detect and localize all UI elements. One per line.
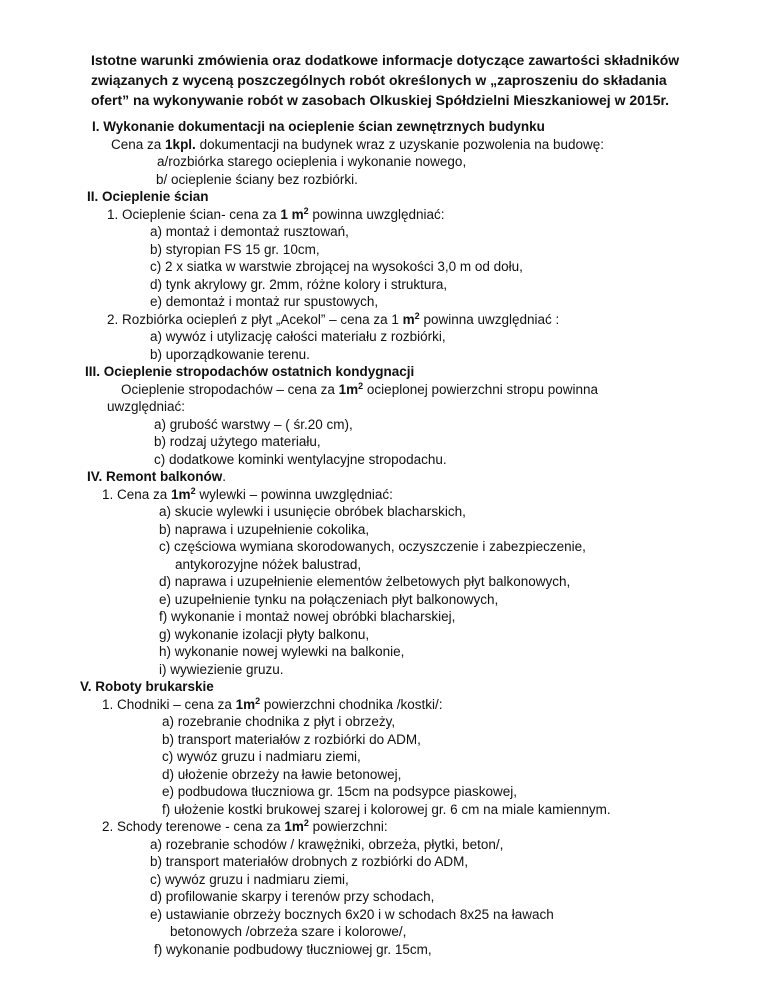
document-title <box>91 50 731 110</box>
section-heading-4: IV. Remont balkonów. <box>87 469 227 484</box>
list-item: f) ułożenie kostki brukowej szarej i kolorowej gr. 6 cm na miale kamiennym. <box>162 801 611 817</box>
title-line: Istotne warunki zmówienia oraz dodatkowe informacje dotyczące zawartości składników <box>91 52 680 68</box>
list-item: c) dodatkowe kominki wentylacyjne stropodachu. <box>154 451 447 467</box>
text-line: 2. Schody terenowe - cena za $1m^2$ powierzchni: <box>102 818 388 834</box>
list-item: d) tynk akrylowy gr. 2mm, różne kolory i struktura, <box>150 276 448 292</box>
list-item: e) podbudowa tłuczniowa gr. 15cm na podsypce piaskowej, <box>162 784 517 799</box>
list-item: b) transport materiałów drobnych z rozbiórki do ADM, <box>150 854 469 869</box>
list-item: c) częściowa wymiana skorodowanych, oczyszczenie i zabezpieczenie, <box>159 539 586 554</box>
list-item-continuation: betonowych /obrzeża szare i kolorowe/, <box>170 924 407 939</box>
list-item: f) wykonanie podbudowy tłuczniowej gr. 15cm, <box>154 941 432 957</box>
list-item: d) profilowanie skarpy i terenów przy schodach, <box>150 889 435 904</box>
list-item: e) ustawianie obrzeży bocznych 6x20 i w schodach 8x25 na ławach <box>150 906 554 922</box>
list-item: g) wykonanie izolacji płyty balkonu, <box>159 626 370 642</box>
document-body <box>0 118 768 958</box>
text-line: uwzględniać: <box>107 399 186 414</box>
list-item: a) grubość warstwy – ( śr.20 cm), <box>154 416 353 432</box>
section-heading-5: V. Roboty brukarskie <box>80 679 214 694</box>
list-item: i) wywiezienie gruzu. <box>159 661 284 677</box>
list-item: f) wykonanie i montaż nowej obróbki blacharskiej, <box>159 609 456 624</box>
list-item: b) transport materiałów z rozbiórki do ADM, <box>162 731 421 747</box>
list-item: b) rodzaj użytego materiału, <box>154 434 321 449</box>
title-line: ofert” na wykonywanie robót w zasobach Olkuskiej Spółdzielni Mieszkaniowej w 2015r. <box>91 92 670 108</box>
list-item: c) wywóz gruzu i nadmiaru ziemi, <box>162 749 361 764</box>
list-item: d) naprawa i uzupełnienie elementów żelbetowych płyt balkonowych, <box>159 574 571 589</box>
list-item: a) wywóz i utylizację całości materiału z rozbiórki, <box>150 329 446 344</box>
text-line: 2. Rozbiórka ociepleń z płyt „Acekol” – cena za 1 $m^2$ powinna uwzględniać : <box>107 310 560 327</box>
text-line: 1. Ocieplenie ścian- cena za 1 $m^2$ powinna uwzględniać: <box>107 205 445 222</box>
list-item: b/ ocieplenie ściany bez rozbiórki. <box>156 171 358 187</box>
list-item: a) skucie wylewki i usunięcie obróbek blacharskich, <box>159 504 466 519</box>
list-item: h) wykonanie nowej wylewki na balkonie, <box>159 644 405 659</box>
section-heading-2: II. Ocieplenie ścian <box>87 189 209 204</box>
list-item: e) uzupełnienie tynku na połączeniach płyt balkonowych, <box>159 591 499 607</box>
list-item: a) montaż i demontaż rusztowań, <box>150 224 349 239</box>
text-line: 1. Chodniki – cena za $1m^2$ powierzchni chodnika /kostki/: <box>102 695 443 712</box>
list-item: a/rozbiórka starego ocieplenia i wykonanie nowego, <box>157 154 467 169</box>
list-item: b) uporządkowanie terenu. <box>150 346 310 362</box>
section-heading-3: III. Ocieplenie stropodachów ostatnich kondygnacji <box>85 364 415 379</box>
title-line: związanych z wyceną poszczególnych robót określonych w „zaproszeniu do składania <box>91 72 667 88</box>
list-item: e) demontaż i montaż rur spustowych, <box>150 294 379 309</box>
list-item: d) ułożenie obrzeży na ławie betonowej, <box>162 766 402 782</box>
list-item: c) wywóz gruzu i nadmiaru ziemi, <box>150 871 349 887</box>
section-heading-1: I. Wykonanie dokumentacji na ocieplenie ścian zewnętrznych budynku <box>92 119 545 134</box>
list-item: c) 2 x siatka w warstwie zbrojącej na wysokości 3,0 m od dołu, <box>150 259 523 274</box>
list-item: b) styropian FS 15 gr. 10cm, <box>150 241 320 257</box>
text-line: Cena za 1kpl. dokumentacji na budynek wraz z uzyskanie pozwolenia na budowę: <box>111 136 605 152</box>
list-item: a) rozebranie schodów / krawężniki, obrzeża, płytki, beton/, <box>150 836 504 852</box>
text-line: Ocieplenie stropodachów – cena za $1m^2$ ocieplonej powierzchni stropu powinna <box>121 380 599 397</box>
text-line: 1. Cena za $1m^2$ wylewki – powinna uwzględniać: <box>102 485 393 502</box>
list-item: b) naprawa i uzupełnienie cokolika, <box>159 521 370 537</box>
list-item-continuation: antykorozyjne nóżek balustrad, <box>175 556 362 572</box>
list-item: a) rozebranie chodnika z płyt i obrzeży, <box>162 714 396 729</box>
